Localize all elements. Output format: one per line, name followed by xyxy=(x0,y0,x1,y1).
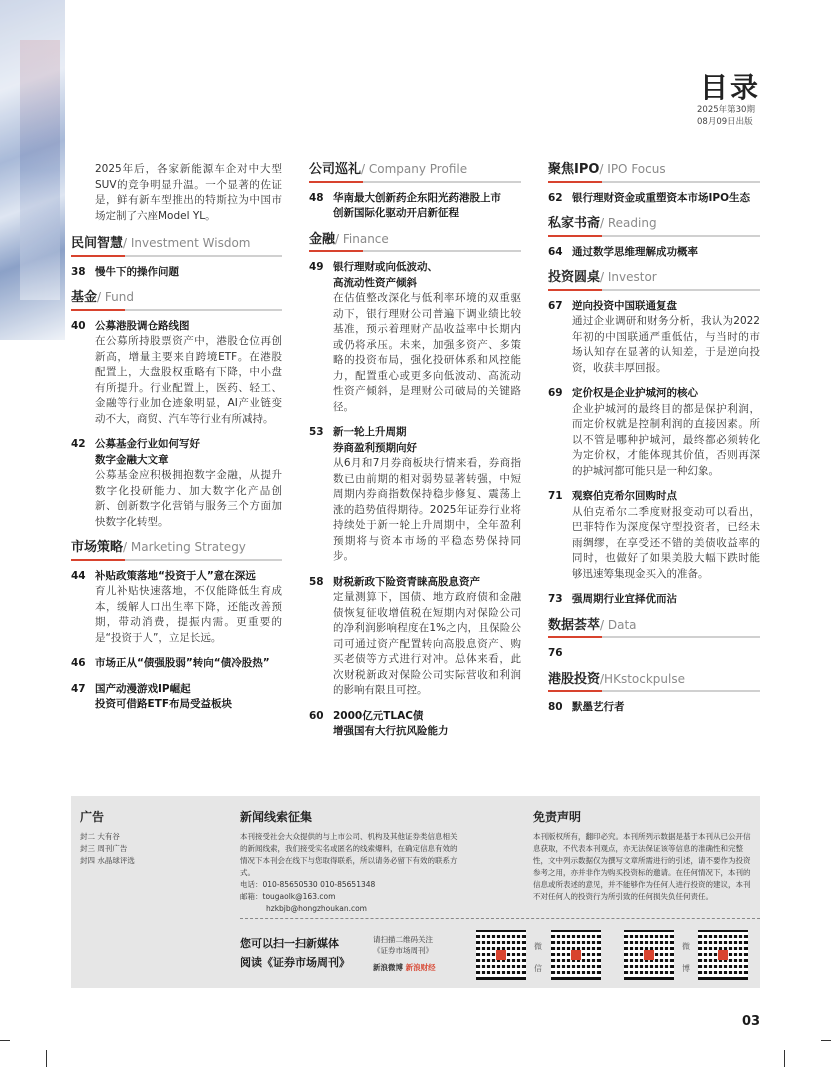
desc-text: 在公募所持股票资产中，港股仓位再创新高，增量主要来自跨境ETF。在港股配置上，大盘股权重略有下降，中小盘有所提升。行业配置上，医药、轻工、金融等行业加仓迹象明显，AI产业链变动不大，商贸、汽车等行业有所减持。 xyxy=(95,335,282,425)
desc-text: 通过企业调研和财务分析，我认为2022年初的中国联通严重低估，与当时的市场认知存在显著的认知差，于是逆向投资，收获丰厚回报。 xyxy=(572,315,760,374)
section-header-company-profile[interactable] xyxy=(309,162,521,183)
crop-mark xyxy=(0,1040,10,1041)
cn-text: 民间智慧 xyxy=(71,236,124,251)
num-text: 73 xyxy=(548,593,563,605)
cn-text: 金融 xyxy=(309,231,336,247)
weibo2-text: 博 xyxy=(682,964,690,973)
en-text: / Marketing Strategy xyxy=(123,540,246,554)
qr-code-weibo-1[interactable] xyxy=(624,930,674,980)
disclaimer-block xyxy=(533,808,753,903)
scan-prompt xyxy=(240,934,350,972)
title-text: 免责声明 xyxy=(533,810,582,824)
toc-item[interactable] xyxy=(309,425,521,565)
head-text: 银行理财或向低波动、 xyxy=(333,261,438,273)
en-text: / Finance xyxy=(335,231,389,246)
head2-text: 投资可借路ETF布局受益板块 xyxy=(95,698,233,710)
0-text: 封二 大有谷 xyxy=(80,832,120,841)
desc-text: 公募基金应积极拥抱数字金融，从提升数字化投研能力、加大数字化产品创新、创新数字化营销与服务三个方面加快数字化转型。 xyxy=(95,469,282,528)
divider xyxy=(240,918,760,919)
toc-item[interactable] xyxy=(71,319,282,428)
qr-code-wechat-2[interactable] xyxy=(551,930,601,980)
1-text: 封三 周刊广告 xyxy=(80,844,128,853)
section-header-marketing-strategy[interactable] xyxy=(71,540,282,561)
toc-item[interactable] xyxy=(548,299,760,377)
num-text: 38 xyxy=(71,265,86,278)
num-text: 49 xyxy=(309,261,324,273)
cn-text: 私家书斋 xyxy=(548,216,601,231)
section-header-finance[interactable] xyxy=(309,232,521,253)
desc-text: 在估值整改深化与低利率环境的双重驱动下，银行理财公司普遍下调业绩比较基准，预示着理财产品收益率中长期内或仍将承压。未来，加强多资产、多策略的投资布局，强化投研体系和风控能力，配置重心或更多向低波动、高流动性资产倾斜，是理财公司破局的关键路径。 xyxy=(333,292,521,413)
info-panel xyxy=(71,796,760,988)
text-text: 本刊接受社会大众提供的与上市公司、机构及其他证券类信息相关的新闻线索，我们接受实名或匿名的线索爆料，在确定信息有效的情况下本刊会在线下与您取得联系，所以请务必留下有效的联系方式。 xyxy=(240,832,458,877)
cn-text: 数据荟萃 xyxy=(548,617,601,633)
section-header-ipo-focus[interactable] xyxy=(548,162,760,183)
cn-text: 基金 xyxy=(71,290,98,305)
qr-code-weibo-2[interactable] xyxy=(698,930,748,980)
en-text: /HKstockpulse xyxy=(600,671,685,686)
cn-text: 公司巡礼 xyxy=(309,162,362,177)
cn-text: 投资圆桌 xyxy=(548,270,601,285)
desc-text: 从6月和7月券商板块行情来看，券商指数已由前期的相对弱势显著转强，中短周期内券商指数保持稳步修复、震荡上涨的趋势值得期待。2025年证券行业将持续处于新一轮上升周期中，全年盈利预期将与资本市场的平稳态势保持同步。 xyxy=(333,457,521,562)
num-text: 71 xyxy=(548,490,563,502)
toc-item[interactable] xyxy=(548,386,760,479)
section-header-fund[interactable] xyxy=(71,290,282,311)
toc-item[interactable] xyxy=(309,709,521,740)
head2-text: 数字金融大文章 xyxy=(95,453,169,466)
crop-mark xyxy=(784,1050,785,1067)
toc-item[interactable] xyxy=(548,700,760,716)
num-text: 64 xyxy=(548,245,563,258)
cn-text: 市场策略 xyxy=(71,540,124,555)
cn-text: 港股投资 xyxy=(548,671,601,687)
weibo1-text: 微 xyxy=(682,942,690,951)
num-text: 76 xyxy=(548,647,563,659)
toc-column-1 xyxy=(71,162,282,723)
title-text: 广告 xyxy=(80,810,105,824)
toc-column-2 xyxy=(309,162,521,750)
num-text: 58 xyxy=(309,575,324,588)
note1-text: 请扫描二维码关注 xyxy=(373,935,433,944)
toc-item[interactable] xyxy=(548,592,760,608)
issue-info xyxy=(697,104,755,128)
toc-column-3 xyxy=(548,162,760,726)
head-text: 2000亿元TLAC债 xyxy=(333,709,424,722)
sina-finance-logo: 新浪财经 xyxy=(405,963,436,972)
section-header-investment-wisdom[interactable] xyxy=(71,236,282,257)
page-number: 03 xyxy=(742,1014,761,1029)
crop-mark xyxy=(46,1050,47,1067)
num-text: 69 xyxy=(548,387,563,399)
toc-item[interactable] xyxy=(548,489,760,582)
head2-text: 增强国有大行抗风险能力 xyxy=(333,725,449,737)
weixin2-text: 信 xyxy=(534,964,542,973)
en-text: / Data xyxy=(600,617,637,632)
toc-item[interactable] xyxy=(309,191,521,222)
desc-text: 育儿补贴快速落地，不仅能降低生育成本，缓解人口出生率下降，还能改善预期，带动消费，提振内需。更重要的是“投资于人”，立足长远。 xyxy=(95,585,282,644)
section-header-data[interactable] xyxy=(548,618,760,639)
title-text: 新闻线索征集 xyxy=(240,810,313,824)
head-text: 逆向投资中国联通复盘 xyxy=(572,299,677,312)
head-text: 强周期行业宜择优而沾 xyxy=(572,593,677,605)
num-text: 80 xyxy=(548,701,563,713)
phone-text: 电话：010-85650530 010-85651348 xyxy=(240,880,376,889)
toc-item[interactable] xyxy=(71,265,282,281)
weixin1-text: 微 xyxy=(534,942,542,951)
text-text: 本刊版权所有，翻印必究。本刊所列示数据是基于本刊从已公开信息获取，不代表本刊观点，亦无法保证该等信息的准确性和完整性，文中列示数据仅为撰写文章所需进行的引述，请不要作为投资参考之用，亦并非作为购买投资标的邀请。在任何情况下，本刊的信息或所表述的意见，并不能够作为任何人进行投资的建议，本刊不对任何人的投资行为所引致的任何损失负任何责任。 xyxy=(533,832,751,901)
head2-text: 创新国际化驱动开启新征程 xyxy=(333,207,459,219)
section-header-hk-stockpulse[interactable] xyxy=(548,672,760,693)
toc-item[interactable] xyxy=(71,656,282,672)
follow-note xyxy=(373,934,436,973)
head-text: 默墨艺行者 xyxy=(572,701,625,713)
head-text: 定价权是企业护城河的核心 xyxy=(572,387,698,399)
line2-text: 阅读《证券市场周刊》 xyxy=(240,956,350,969)
head-text: 补贴政策落地“投资于人”意在深远 xyxy=(95,569,256,582)
cover-image-fragment xyxy=(0,0,65,340)
head-text: 公募基金行业如何写好 xyxy=(95,438,200,450)
section-header-reading[interactable] xyxy=(548,216,760,237)
2-text: 封四 水晶球评选 xyxy=(80,856,135,865)
en-text: / IPO Focus xyxy=(599,162,666,176)
num-text: 47 xyxy=(71,682,86,695)
en-text: / Company Profile xyxy=(361,162,468,176)
num-text: 40 xyxy=(71,319,86,332)
section-header-investor[interactable] xyxy=(548,270,760,291)
num-text: 60 xyxy=(309,709,324,722)
num-text: 46 xyxy=(71,657,86,669)
desc-text: 从伯克希尔二季度财报变动可以看出，巴菲特作为深度保守型投资者，已经未雨绸缪，在享受还不错的美债收益率的同时，也做好了如果美股大幅下跌时能够迅速筹集现金买入的准备。 xyxy=(572,505,760,580)
toc-item[interactable] xyxy=(548,646,760,662)
head-text: 公募港股调仓路线图 xyxy=(95,319,190,332)
head-text: 观察伯克希尔回购时点 xyxy=(572,490,677,502)
num-text: 53 xyxy=(309,426,324,438)
head2-text: 高流动性资产倾斜 xyxy=(333,276,417,289)
email-link[interactable]: 邮箱：tougaolk@163.com xyxy=(240,892,336,901)
email-link[interactable]: hzkbjb@hongzhoukan.com xyxy=(266,904,367,913)
toc-item[interactable] xyxy=(71,569,282,647)
toc-item[interactable] xyxy=(71,682,282,713)
toc-item[interactable] xyxy=(309,575,521,699)
en-text: / Fund xyxy=(97,290,134,304)
issue-number: 2025年第30期 xyxy=(697,105,755,115)
head-text: 财税新政下险资青睐高股息资产 xyxy=(333,575,480,588)
toc-item[interactable] xyxy=(548,191,760,207)
desc-text: 企业护城河的最终目的都是保护利润，而定价权就是控制利润的直接因素。所以不管是哪种护城河，最终都必须转化为定价权，才能体现其价值，否则再深的护城河都可能只是一种幻象。 xyxy=(572,402,760,477)
toc-item[interactable] xyxy=(309,260,521,415)
toc-item[interactable] xyxy=(548,245,760,261)
line1-text: 您可以扫一扫新媒体 xyxy=(240,937,339,950)
num-text: 42 xyxy=(71,438,86,450)
en-text: / Reading xyxy=(600,216,657,230)
num-text: 67 xyxy=(548,299,563,312)
en-text: / Investor xyxy=(600,270,657,284)
num-text: 48 xyxy=(309,191,324,204)
num-text: 44 xyxy=(71,569,86,582)
weibo-brand-logo: 新浪微博 xyxy=(373,963,403,972)
en-text: / Investment Wisdom xyxy=(123,236,251,250)
crop-mark xyxy=(821,1040,831,1041)
head2-text: 券商盈利预期向好 xyxy=(333,441,417,454)
desc-text: 定量测算下，国债、地方政府债和金融债恢复征收增值税在短期内对保险公司的净利润影响程度在1%之内，且保险公司可通过资产配置转向高股息资产、购买老债等方式进行对冲。总体来看，此次财税新政对保险公司实际营收和利润的影响有限且可控。 xyxy=(333,591,521,696)
head-text: 新一轮上升周期 xyxy=(333,426,407,438)
ads-block xyxy=(80,808,220,867)
head-text: 市场正从“债强股弱”转向“债冷股热” xyxy=(95,657,270,669)
cn-text: 聚焦IPO xyxy=(548,162,600,177)
page-title: 目录 xyxy=(700,71,761,104)
toc-item[interactable] xyxy=(71,437,282,530)
weibo-label xyxy=(682,936,692,980)
head-text: 银行理财资金或重塑资本市场IPO生态 xyxy=(572,191,751,204)
note2-text: 《证券市场周刊》 xyxy=(373,946,433,955)
issue-date: 08月09日出版 xyxy=(697,117,753,127)
head-text: 国产动漫游戏IP崛起 xyxy=(95,682,191,695)
intro-text: 2025年后，各家新能源车企对中大型SUV的竞争明显升温。一个显著的佐证是，鲜有新车型推出的特斯拉为中国市场定制了六座Model YL。 xyxy=(95,163,282,222)
head-text: 通过数学思维理解成功概率 xyxy=(572,245,698,258)
head-text: 华南最大创新药企东阳光药港股上市 xyxy=(333,191,501,204)
news-tips-block xyxy=(240,808,462,915)
head-text: 慢牛下的操作问题 xyxy=(95,265,179,278)
qr-code-wechat-1[interactable] xyxy=(476,930,526,980)
wechat-label xyxy=(534,936,544,980)
num-text: 62 xyxy=(548,191,563,204)
